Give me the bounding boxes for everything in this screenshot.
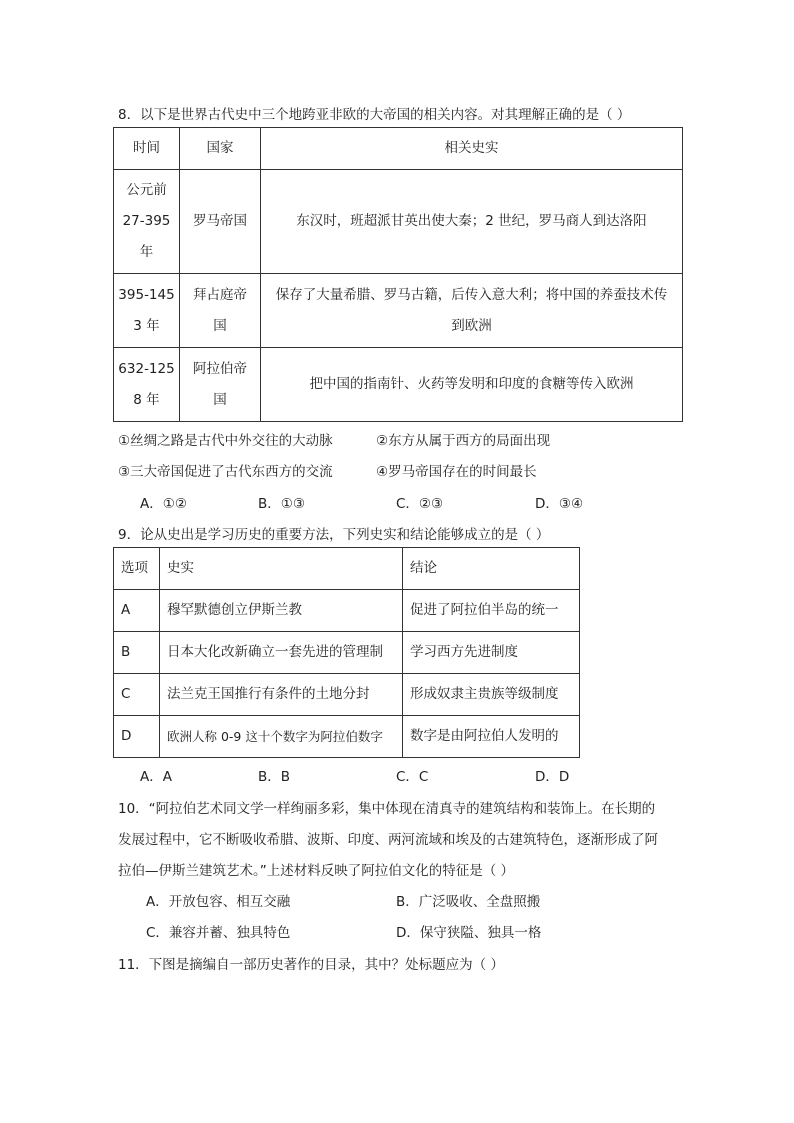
q9-option-d[interactable]: D．D [535,769,570,785]
q9-header-conclusion: 结论 [403,548,580,590]
q8-row2-time: 395-145 3 年 [114,274,180,348]
q8-row3-facts: 把中国的指南针、火药等发明和印度的食糖等传入欧洲 [261,348,683,422]
q8-row1-country: 罗马帝国 [180,170,261,274]
q8-statement-2: ②东方从属于西方的局面出现 [376,433,551,449]
q8-row2-country: 拜占庭帝 国 [180,274,261,348]
q8-statement-4: ④罗马帝国存在的时间最长 [376,464,537,480]
q9-table [113,547,580,758]
q10-option-d[interactable]: D．保守狭隘、独具一格 [396,925,542,941]
q11-stem: 11．下图是摘编自一部历史著作的目录，其中？处标题应为（ ） [118,957,504,973]
q9-row-d-fact: 欧洲人称 0-9 这十个数字为阿拉伯数字 [160,716,403,758]
q8-option-d[interactable]: D．③④ [535,496,584,512]
q8-header-time: 时间 [114,128,180,170]
q9-option-b[interactable]: B．B [258,769,291,785]
table-row [114,170,683,274]
table-row [114,632,580,674]
q10-line-2: 发展过程中，它不断吸收希腊、波斯、印度、两河流域和埃及的古建筑特色，逐渐形成了阿 [118,832,658,848]
q8-option-c[interactable]: C．②③ [396,496,444,512]
q9-row-a-conclusion: 促进了阿拉伯半岛的统一 [403,590,580,632]
q10-option-a[interactable]: A．开放包容、相互交融 [146,894,291,910]
q9-row-d-option: D [114,716,160,758]
q9-stem: 9．论从史出是学习历史的重要方法，下列史实和结论能够成立的是（ ） [118,527,550,543]
q9-row-b-conclusion: 学习西方先进制度 [403,632,580,674]
q9-row-b-fact: 日本大化改新确立一套先进的管理制 [160,632,403,674]
q10-option-b[interactable]: B．广泛吸收、全盘照搬 [396,894,541,910]
q8-row1-time: 公元前 27-395 年 [114,170,180,274]
q9-row-a-fact: 穆罕默德创立伊斯兰教 [160,590,403,632]
q8-statement-3: ③三大帝国促进了古代东西方的交流 [118,464,333,480]
table-row [114,348,683,422]
q8-table [113,127,683,422]
q9-row-c-conclusion: 形成奴隶主贵族等级制度 [403,674,580,716]
q9-row-a-option: A [114,590,160,632]
q9-option-a[interactable]: A．A [140,769,172,785]
table-row [114,274,683,348]
q9-row-c-fact: 法兰克王国推行有条件的土地分封 [160,674,403,716]
q8-option-a[interactable]: A．①② [140,496,187,512]
table-row [114,674,580,716]
q8-row3-time: 632-125 8 年 [114,348,180,422]
q8-row2-facts: 保存了大量希腊、罗马古籍，后传入意大利；将中国的养蚕技术传 到欧洲 [261,274,683,348]
table-row [114,716,580,758]
q10-option-c[interactable]: C．兼容并蓄、独具特色 [146,925,291,941]
q8-header-country: 国家 [180,128,261,170]
q9-row-b-option: B [114,632,160,674]
q8-stem: 8．以下是世界古代史中三个地跨亚非欧的大帝国的相关内容。对其理解正确的是（ ） [118,107,631,123]
q9-option-c[interactable]: C．C [396,769,429,785]
q9-header-option: 选项 [114,548,160,590]
table-row [114,590,580,632]
q8-statement-1: ①丝绸之路是古代中外交往的大动脉 [118,433,333,449]
q9-row-d-conclusion: 数字是由阿拉伯人发明的 [403,716,580,758]
q10-line-1: 10．“阿拉伯艺术同文学一样绚丽多彩，集中体现在清真寺的建筑结构和装饰上。在长期的 [118,801,656,817]
q9-row-c-option: C [114,674,160,716]
q8-header-facts: 相关史实 [261,128,683,170]
q8-row3-country: 阿拉伯帝 国 [180,348,261,422]
q8-option-b[interactable]: B．①③ [258,496,305,512]
q8-row1-facts: 东汉时，班超派甘英出使大秦；2 世纪，罗马商人到达洛阳 [261,170,683,274]
q9-header-fact: 史实 [160,548,403,590]
q10-line-3: 拉伯—伊斯兰建筑艺术。”上述材料反映了阿拉伯文化的特征是（ ） [118,863,515,879]
